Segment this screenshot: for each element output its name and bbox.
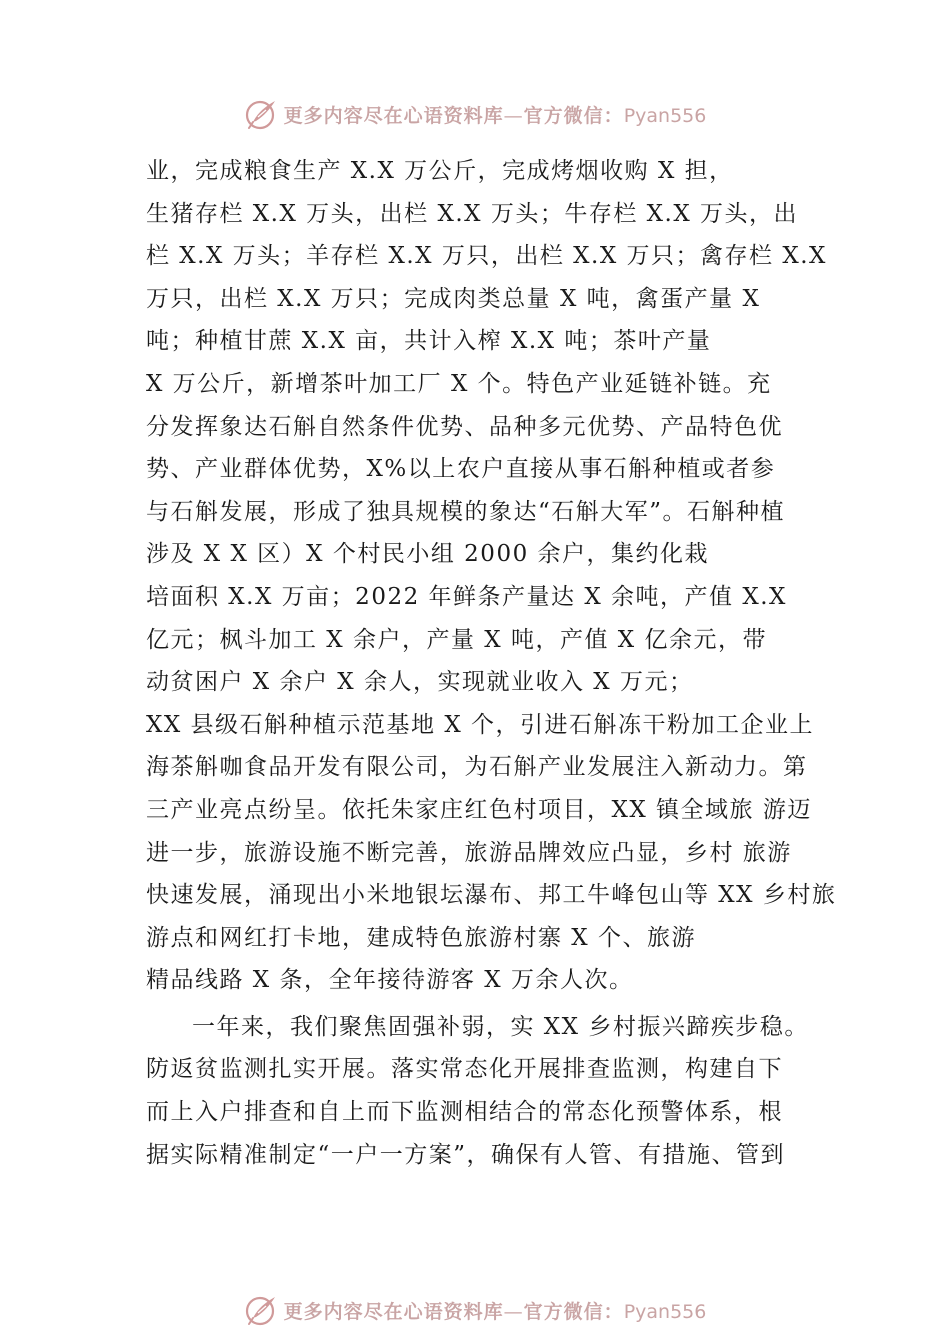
body-line: 势、产业群体优势，X%以上农户直接从事石斛种植或者参 (146, 456, 776, 483)
body-line: 三产业亮点纷呈。依托朱家庄红色村项目，XX 镇全域旅 游迈 (146, 796, 812, 823)
footer-official-label: 官方微信： (523, 1300, 624, 1323)
header-official-label: 官方微信： (523, 104, 624, 127)
body-line: 海茶斛咖食品开发有限公司，为石斛产业发展注入新动力。第 (146, 754, 808, 781)
body-line: X 万公斤，新增茶叶加工厂 X 个。特色产业延链补链。充 (146, 370, 772, 397)
body-line: 精品线路 X 条，全年接待游客 X 万余人次。 (146, 967, 634, 994)
body-line: 万只，出栏 X.X 万只；完成肉类总量 X 吨，禽蛋产量 X (146, 285, 761, 312)
header-banner (0, 92, 950, 136)
body-line: 培面积 X.X 万亩；2022 年鲜条产量达 X 余吨，产值 X.X (146, 583, 787, 610)
body-line: XX 县级石斛种植示范基地 X 个，引进石斛冻干粉加工企业上 (146, 711, 815, 738)
header-brand: 更多内容尽在心语资料库 (283, 104, 504, 127)
header-separator: — (503, 104, 524, 127)
body-line: 分发挥象达石斛自然条件优势、品种多元优势、产品特色优 (146, 413, 783, 440)
body-line: 与石斛发展，形成了独具规模的象达“石斛大军”。石斛种植 (146, 498, 786, 525)
footer-wechat-id: Pyan556 (623, 1300, 707, 1323)
header-wechat-id: Pyan556 (623, 104, 707, 127)
body-line: 动贫困户 X 余户 X 余人，实现就业收入 X 万元； (146, 669, 694, 696)
body-line: 亿元；枫斗加工 X 余户，产量 X 吨，产值 X 亿余元，带 (146, 626, 767, 653)
body-line: 吨；种植甘蔗 X.X 亩，共计入榨 X.X 吨；茶叶产量 (146, 328, 712, 355)
document-body (146, 150, 836, 1176)
body-line: 生猪存栏 X.X 万头，出栏 X.X 万头；牛存栏 X.X 万头，出 (146, 200, 799, 227)
paragraph-2-line: 而上入户排查和自上而下监测相结合的常态化预警体系，根 (146, 1099, 783, 1126)
header-banner-text (284, 101, 707, 128)
body-line: 游点和网红打卡地，建成特色旅游村寨 X 个、旅游 (146, 924, 696, 951)
body-line: 栏 X.X 万头；羊存栏 X.X 万只，出栏 X.X 万只；禽存栏 X.X (146, 243, 827, 270)
quill-logo-icon (244, 1293, 278, 1327)
footer-separator: — (503, 1300, 524, 1323)
paragraph-2-line: 据实际精准制定“一户一方案”，确保有人管、有措施、管到 (146, 1141, 786, 1168)
quill-logo-icon (244, 97, 278, 131)
body-line: 业，完成粮食生产 X.X 万公斤，完成烤烟收购 X 担， (146, 158, 734, 184)
footer-banner (0, 1288, 950, 1332)
body-line: 进一步，旅游设施不断完善，旅游品牌效应凸显，乡村 旅游 (146, 839, 792, 866)
footer-brand: 更多内容尽在心语资料库 (283, 1300, 504, 1323)
body-line: 涉及 X X 区）X 个村民小组 2000 余户，集约化栽 (146, 541, 710, 568)
paragraph-2-line: 防返贫监测扎实开展。落实常态化开展排查监测，构建自下 (146, 1056, 783, 1083)
paragraph-2-line: 一年来，我们聚焦固强补弱，实 XX 乡村振兴蹄疾步稳。 (192, 1013, 809, 1040)
footer-banner-text (284, 1297, 707, 1324)
body-line: 快速发展，涌现出小米地银坛瀑布、邦工牛峰包山等 XX 乡村旅 (146, 882, 837, 909)
